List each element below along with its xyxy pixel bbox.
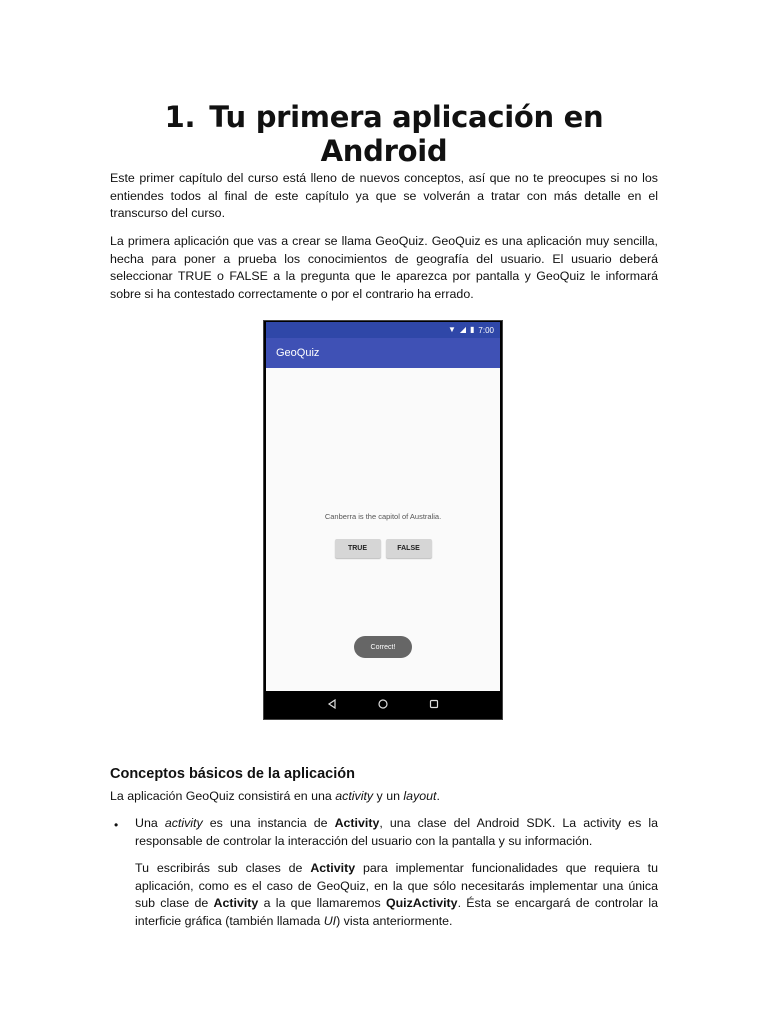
page-title (110, 100, 658, 168)
term-activity: activity (335, 789, 374, 803)
text: La aplicación GeoQuiz consistirá en una (110, 789, 336, 803)
section-intro (110, 788, 658, 806)
home-icon[interactable] (378, 699, 388, 709)
term-activity: activity (164, 816, 203, 830)
text: . Ésta se encargará de controlar la interficie gráfica (también llamada (135, 896, 658, 928)
class-name-quizactivity: QuizActivity (385, 896, 458, 910)
back-icon[interactable] (327, 699, 337, 709)
section-heading: Conceptos básicos de la aplicación (110, 766, 355, 782)
term-layout: layout (403, 789, 437, 803)
text: . (436, 789, 440, 803)
text: , una clase del Android SDK. La activity es la responsable de controlar la interacción del usuario con la pantalla y su información. (135, 816, 658, 848)
text: a la que llamaremos (258, 896, 386, 910)
term-ui: UI (323, 913, 337, 928)
text: Una (135, 816, 165, 830)
text: es una instancia de (202, 816, 335, 830)
question-text: Canberra is the capitol of Australia. (324, 512, 442, 521)
text: ) vista anteriormente. (336, 913, 453, 928)
class-name-activity: Activity (213, 896, 259, 910)
status-bar (266, 322, 500, 338)
status-time: 7:00 (478, 325, 494, 335)
wifi-icon: ▼ (447, 325, 456, 334)
text: y un (373, 789, 404, 803)
signal-icon: ◢ (459, 325, 467, 334)
recents-icon[interactable] (429, 699, 439, 709)
false-button[interactable]: FALSE (386, 539, 432, 558)
navigation-bar (266, 691, 500, 717)
answer-buttons (266, 539, 500, 558)
text: Tu escribirás sub clases de (135, 861, 311, 875)
intro-paragraph: Este primer capítulo del curso está lleno de nuevos conceptos, así que no te preocupes si no los entiendes todos al final de este capítulo ya que se volverán a tratar con más detalle en el transcurso del curso. (110, 171, 658, 220)
chapter-title: Tu primera aplicación en Android (209, 100, 604, 168)
battery-icon: ▮ (470, 325, 475, 334)
bullet-icon: • (114, 818, 119, 832)
phone-screen (266, 322, 500, 717)
toast-message: Correct! (354, 636, 412, 658)
bullet-item-continuation (135, 860, 658, 930)
chapter-number: 1. (164, 100, 196, 134)
phone-screenshot (263, 320, 503, 720)
bullet-item-activity (135, 815, 658, 850)
description-paragraph: La primera aplicación que vas a crear se llama GeoQuiz. GeoQuiz es una aplicación muy sencilla, hecha para poner a prueba los conocimientos de geografía del usuario. El usuario deberá seleccionar TRUE o FALSE a la pregunta que le aparezca por pantalla y GeoQuiz le informará sobre si ha contestado correctamente o por el contrario ha errado. (110, 234, 658, 301)
app-title: GeoQuiz (276, 347, 320, 359)
class-name-activity: Activity (310, 861, 356, 875)
app-bar (266, 338, 500, 368)
true-button[interactable]: TRUE (335, 539, 381, 558)
text: para implementar funcionalidades que requiera tu aplicación, como es el caso de GeoQuiz, en la que sólo necesitarás implementar una única sub clase de (135, 861, 658, 910)
class-name-activity: Activity (334, 816, 380, 830)
